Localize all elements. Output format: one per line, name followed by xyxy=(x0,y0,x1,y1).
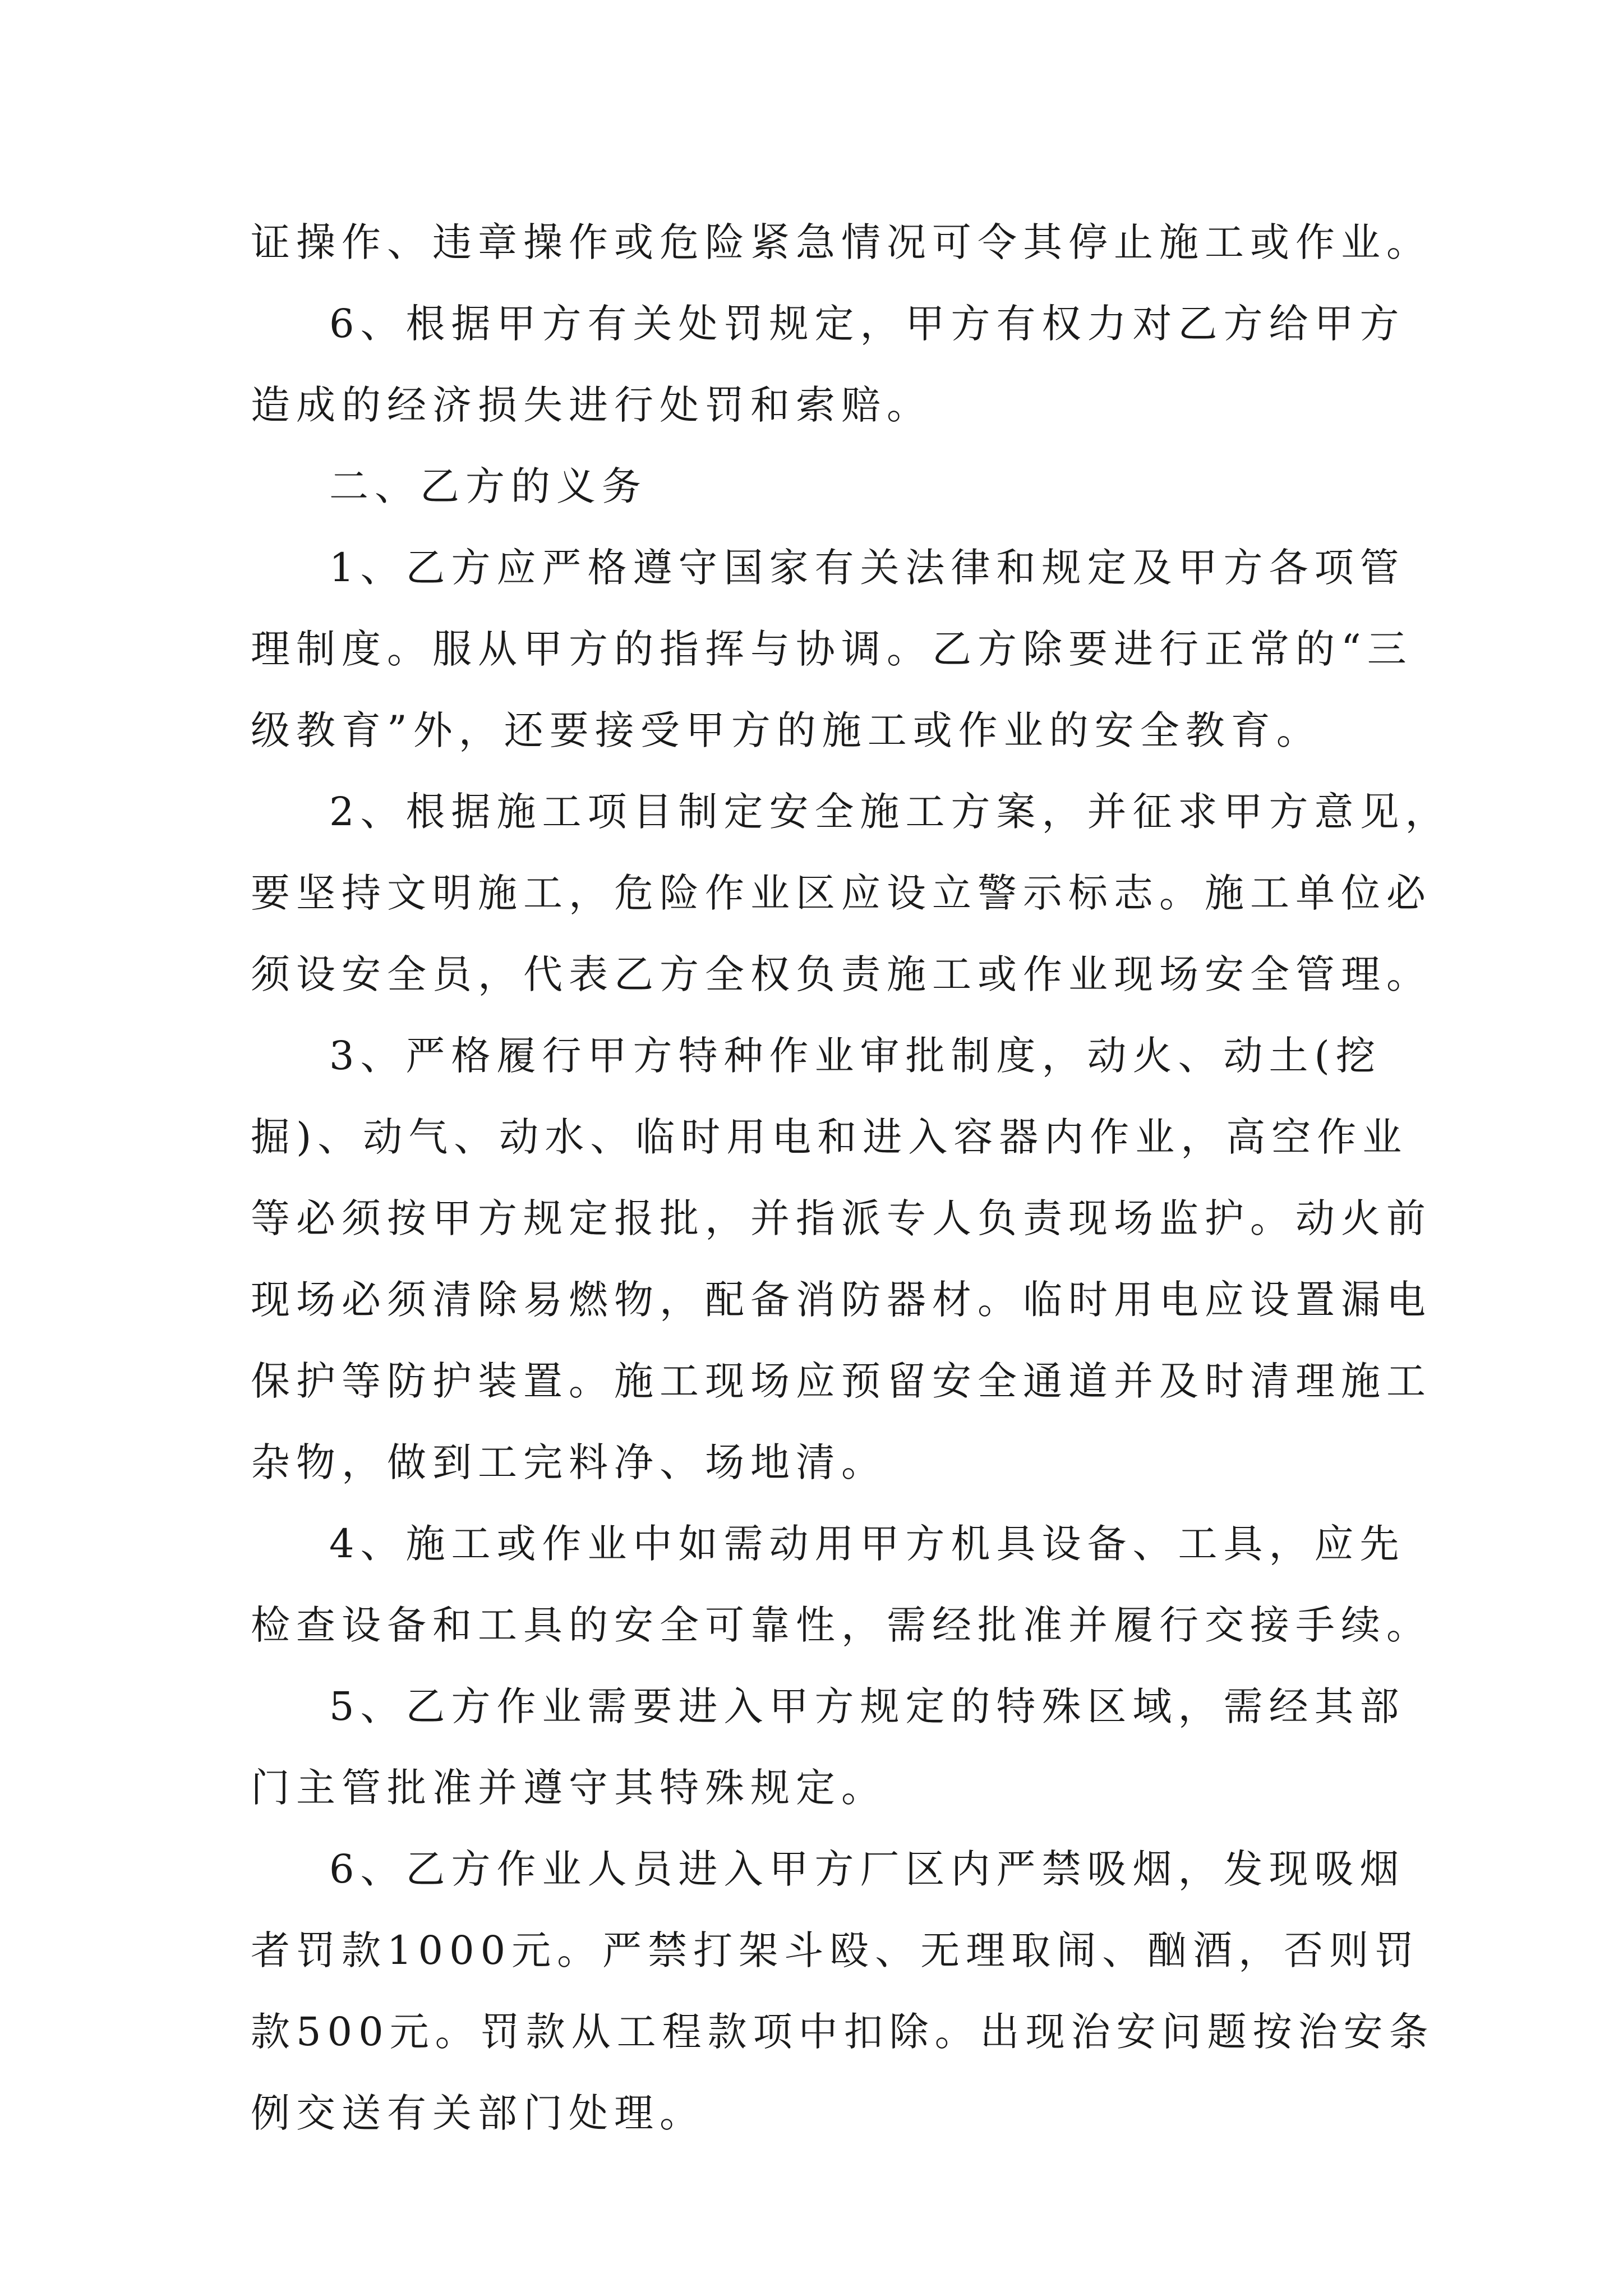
paragraph-line: 掘)、动气、动水、临时用电和进入容器内作业，高空作业 xyxy=(251,1114,1408,1160)
paragraph-line: 须设安全员，代表乙方全权负责施工或作业现场安全管理。 xyxy=(251,951,1432,997)
paragraph-line: 杂物，做到工完料净、场地清。 xyxy=(251,1439,887,1485)
paragraph-line: 保护等防护装置。施工现场应预留安全通道并及时清理施工 xyxy=(251,1358,1432,1404)
paragraph-line: 门主管批准并遵守其特殊规定。 xyxy=(251,1765,887,1811)
paragraph-line: 款500元。罚款从工程款项中扣除。出现治安问题按治安条 xyxy=(251,2009,1435,2055)
paragraph-line: 4、施工或作业中如需动用甲方机具设备、工具，应先 xyxy=(329,1521,1405,1567)
paragraph-line: 要坚持文明施工，危险作业区应设立警示标志。施工单位必 xyxy=(251,870,1432,916)
paragraph-line: 者罚款1000元。严禁打架斗殴、无理取闹、酗酒，否则罚 xyxy=(251,1927,1421,1973)
paragraph-line: 造成的经济损失进行处罚和索赔。 xyxy=(251,382,932,428)
paragraph-line: 等必须按甲方规定报批，并指派专人负责现场监护。动火前 xyxy=(251,1195,1432,1241)
paragraph-line: 级教育”外，还要接受甲方的施工或作业的安全教育。 xyxy=(251,707,1322,753)
paragraph-line: 1、乙方应严格遵守国家有关法律和规定及甲方各项管 xyxy=(329,545,1405,591)
paragraph-line: 6、根据甲方有关处罚规定，甲方有权力对乙方给甲方 xyxy=(329,301,1405,347)
paragraph-line: 理制度。服从甲方的指挥与协调。乙方除要进行正常的“三 xyxy=(251,626,1413,672)
paragraph-line: 2、根据施工项目制定安全施工方案，并征求甲方意见， xyxy=(329,789,1451,835)
document-body xyxy=(251,202,1451,2154)
paragraph-line: 3、严格履行甲方特种作业审批制度，动火、动土(挖 xyxy=(329,1033,1381,1079)
paragraph-line: 现场必须清除易燃物，配备消防器材。临时用电应设置漏电 xyxy=(251,1277,1432,1323)
paragraph-line: 检查设备和工具的安全可靠性，需经批准并履行交接手续。 xyxy=(251,1602,1432,1648)
paragraph-line: 6、乙方作业人员进入甲方厂区内严禁吸烟，发现吸烟 xyxy=(329,1846,1405,1892)
paragraph-line: 5、乙方作业需要进入甲方规定的特殊区域，需经其部 xyxy=(329,1683,1405,1729)
paragraph-line: 例交送有关部门处理。 xyxy=(251,2090,705,2136)
paragraph-line: 证操作、违章操作或危险紧急情况可令其停止施工或作业。 xyxy=(251,219,1432,265)
section-heading: 二、乙方的义务 xyxy=(329,463,647,509)
